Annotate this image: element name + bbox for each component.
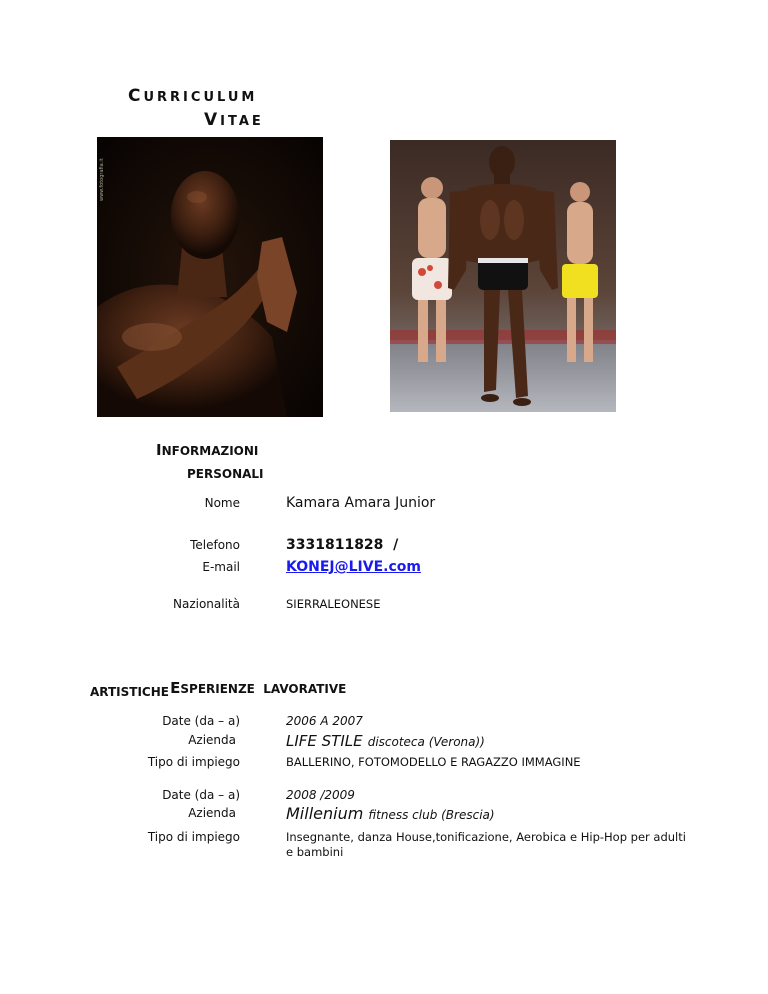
title-line-2 (204, 110, 264, 130)
date-value: 2006 A 2007 (286, 714, 363, 728)
heading-rest: NFORMAZIONI (161, 444, 259, 458)
title-rest: URRICULUM (143, 90, 258, 105)
portrait-photo (97, 137, 323, 417)
nationality-value: SIERRALEONESE (286, 597, 381, 611)
experience-heading-line2 (90, 681, 169, 700)
company-desc: discoteca (Verona)) (367, 735, 485, 749)
runway-photo (390, 140, 616, 412)
title-cap: V (204, 110, 221, 130)
name-label: Nome (204, 496, 240, 510)
company-value (286, 731, 485, 750)
company-desc: fitness club (Brescia) (368, 808, 495, 822)
job-type-label: Tipo di impiego (147, 755, 240, 769)
personal-info-heading (156, 440, 258, 459)
experience-heading (159, 659, 346, 697)
heading-cap: E (170, 679, 181, 697)
company-label: Azienda (188, 733, 236, 747)
photo-watermark: www.fotografia.it (99, 158, 105, 201)
heading-rest: ARTISTICHE (90, 685, 169, 699)
phone-value: 3331811828 / (286, 537, 399, 553)
title-rest: ITAE (220, 114, 264, 129)
title-line-1 (128, 86, 257, 106)
company-name: Millenium (286, 804, 364, 823)
runway-photo-graphic (390, 140, 616, 412)
email-label: E-mail (202, 560, 240, 574)
personal-info-heading-line2 (187, 463, 264, 482)
heading-rest: PERSONALI (187, 467, 264, 481)
job-type-label: Tipo di impiego (147, 830, 240, 844)
name-value: Kamara Amara Junior (286, 495, 436, 511)
phone-label: Telefono (190, 538, 240, 552)
heading-cap: I (156, 441, 162, 459)
title-cap: C (128, 86, 144, 106)
date-label: Date (da – a) (162, 714, 240, 728)
job-type-value: BALLERINO, FOTOMODELLO E RAGAZZO IMMAGINE (286, 755, 581, 769)
date-value: 2008 /2009 (286, 788, 355, 802)
company-label: Azienda (188, 806, 236, 820)
company-value (286, 804, 495, 823)
email-link[interactable]: KONEJ@LIVE.com (286, 559, 421, 575)
company-name: LIFE STILE (286, 732, 363, 750)
portrait-photo-graphic (97, 137, 323, 417)
nationality-label: Nazionalità (173, 597, 240, 611)
job-type-value-line2: e bambini (286, 845, 344, 859)
date-label: Date (da – a) (162, 788, 240, 802)
heading-rest: SPERIENZE LAVORATIVE (180, 682, 347, 696)
job-type-value-line1: Insegnante, danza House,tonificazione, Aerobica e Hip-Hop per adulti (286, 830, 686, 844)
